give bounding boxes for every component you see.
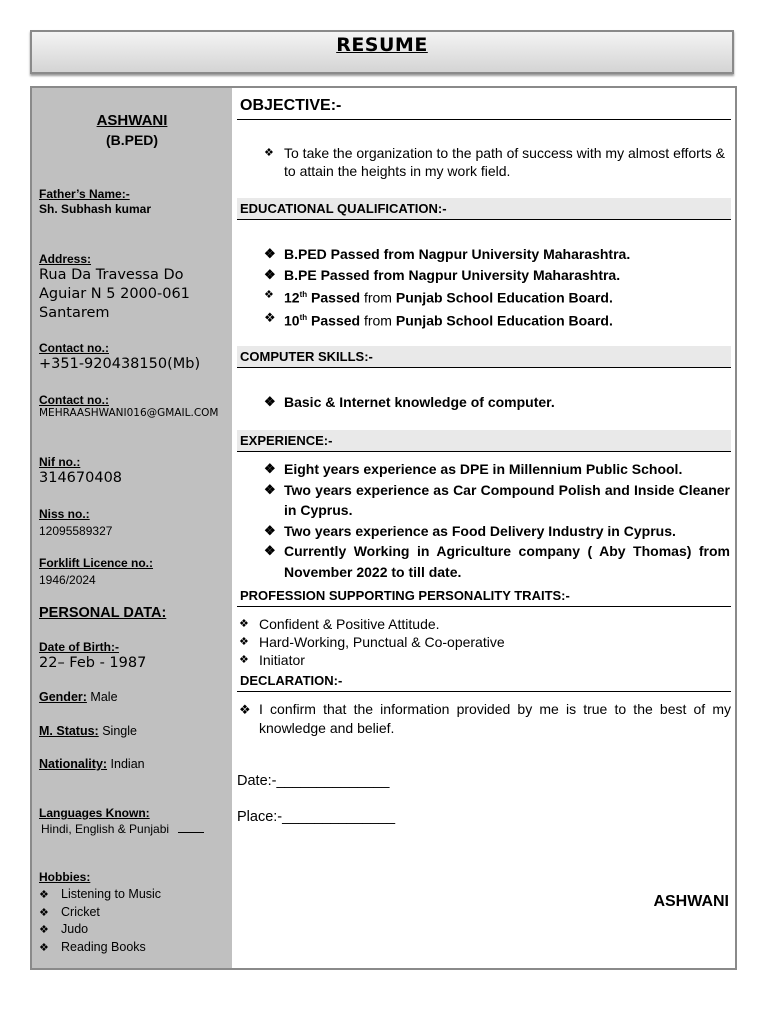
diamond-outline-icon: ❖ [39, 889, 49, 901]
father-label: Father’s Name:- [39, 187, 130, 201]
list-item: ❖ Two years experience as Food Delivery Industry in Cyprus. [262, 521, 730, 542]
education-heading: EDUCATIONAL QUALIFICATION:- [237, 198, 731, 220]
diamond-outline-icon: ❖ [239, 654, 249, 666]
list-item: ❖ Listening to Music [39, 886, 161, 904]
computer-skills-heading: COMPUTER SKILLS:- [237, 346, 731, 368]
candidate-name: ASHWANI [96, 112, 168, 129]
diamond-solid-icon: ❖ [239, 702, 251, 717]
main-content [232, 88, 735, 968]
resume-banner [30, 30, 734, 74]
address-line: Rua Da Travessa Do [39, 267, 184, 283]
languages-underline [178, 832, 204, 833]
list-item: ❖ Cricket [39, 904, 161, 922]
contact-phone-value: +351-920438150(Mb) [39, 356, 201, 372]
diamond-outline-icon: ❖ [39, 924, 49, 936]
hobbies-label: Hobbies: [39, 870, 91, 884]
resume-frame [30, 86, 737, 970]
diamond-solid-icon: ❖ [264, 394, 276, 409]
page-title: RESUME [336, 34, 428, 56]
nif-label: Nif no.: [39, 455, 81, 469]
niss-label: Niss no.: [39, 507, 90, 521]
declaration-heading: DECLARATION:- [237, 670, 731, 692]
traits-heading: PROFESSION SUPPORTING PERSONALITY TRAITS:- [237, 585, 731, 607]
list-item: ❖ 12th Passed from Punjab School Education Board. [262, 285, 732, 308]
diamond-solid-icon: ❖ [264, 481, 276, 497]
diamond-outline-icon: ❖ [39, 906, 49, 919]
list-item: ❖ Reading Books [39, 939, 161, 957]
sidebar [32, 88, 232, 968]
diamond-solid-icon: ❖ [264, 310, 276, 326]
contact-phone-label: Contact no.: [39, 341, 109, 355]
hobbies-list [39, 886, 161, 956]
diamond-solid-icon: ❖ [264, 246, 276, 261]
experience-heading: EXPERIENCE:- [237, 430, 731, 452]
mstatus-label: M. Status: [39, 724, 99, 738]
gender-label: Gender: [39, 690, 87, 704]
diamond-solid-icon: ❖ [264, 543, 276, 558]
forklift-value: 1946/2024 [39, 573, 96, 587]
address-line: Aguiar N 5 2000-061 [39, 286, 190, 302]
niss-value: 12095589327 [39, 524, 113, 538]
declaration-list [237, 700, 731, 738]
date-line: Date:-______________ [237, 773, 390, 789]
list-item: ❖ Hard-Working, Punctual & Co-operative [239, 634, 505, 650]
list-item: ❖ Two years experience as Car Compound Polish and Inside Cleaner in Cyprus. [264, 481, 730, 518]
forklift-label: Forklift Licence no.: [39, 556, 154, 570]
diamond-solid-icon: ❖ [264, 266, 276, 282]
diamond-solid-icon: ❖ [264, 461, 276, 476]
address-value [39, 266, 190, 323]
gender-row [39, 690, 118, 704]
list-item: ❖ Judo [39, 921, 161, 939]
objective-list [262, 144, 732, 180]
education-list [262, 244, 732, 331]
diamond-outline-icon: ❖ [239, 636, 249, 648]
diamond-outline-icon: ❖ [264, 147, 274, 159]
dob-label: Date of Birth:- [39, 640, 119, 654]
personal-data-heading: PERSONAL DATA: [39, 605, 167, 621]
place-line: Place:-______________ [237, 809, 396, 825]
experience-list [262, 459, 730, 582]
father-value: Sh. Subhash kumar [39, 202, 152, 216]
computer-skills-list [262, 392, 732, 413]
gender-value: Male [90, 690, 118, 704]
list-item: ❖ I confirm that the information provided by me is true to the best of my knowledge and belief. [239, 701, 731, 736]
diamond-outline-icon: ❖ [39, 941, 49, 954]
objective-heading: OBJECTIVE:- [237, 93, 731, 120]
candidate-degree: (B.PED) [105, 132, 159, 148]
languages-value [41, 822, 204, 836]
marital-status-row [39, 724, 137, 738]
list-item: ❖ Eight years experience as DPE in Millennium Public School. [262, 459, 730, 480]
list-item: ❖ Confident & Positive Attitude. [239, 616, 440, 632]
contact-email-label: Contact no.: [39, 393, 109, 407]
languages-text: Hindi, English & Punjabi [41, 822, 170, 836]
diamond-outline-icon: ❖ [239, 618, 249, 630]
nationality-label: Nationality: [39, 757, 108, 771]
list-item: ❖ To take the organization to the path of success with my almost efforts & to attain the heights in my work field. [264, 145, 725, 179]
address-label: Address: [39, 252, 92, 266]
mstatus-value: Single [102, 724, 137, 738]
list-item: ❖ 10th Passed from Punjab School Education Board. [264, 310, 613, 329]
traits-list [237, 615, 731, 669]
nationality-value: Indian [110, 757, 145, 771]
list-item: ❖ Initiator [239, 652, 305, 668]
signature-name: ASHWANI [653, 893, 729, 910]
list-item: ❖ Currently Working in Agriculture company ( Aby Thomas) from November 2022 to till date. [264, 543, 730, 580]
diamond-solid-icon: ❖ [264, 522, 276, 538]
list-item: ❖ B.PED Passed from Nagpur University Maharashtra. [262, 244, 732, 265]
diamond-outline-icon: ❖ [264, 289, 274, 301]
list-item: ❖ Basic & Internet knowledge of computer. [262, 392, 732, 413]
nationality-row [39, 757, 145, 771]
address-line: Santarem [39, 305, 110, 321]
contact-email-value: MEHRAASHWANI016@GMAIL.COM [39, 407, 219, 419]
list-item: ❖ B.PE Passed from Nagpur University Maharashtra. [262, 265, 732, 286]
nif-value: 314670408 [39, 470, 123, 486]
languages-label: Languages Known: [39, 806, 150, 820]
dob-value: 22– Feb - 1987 [39, 655, 147, 671]
